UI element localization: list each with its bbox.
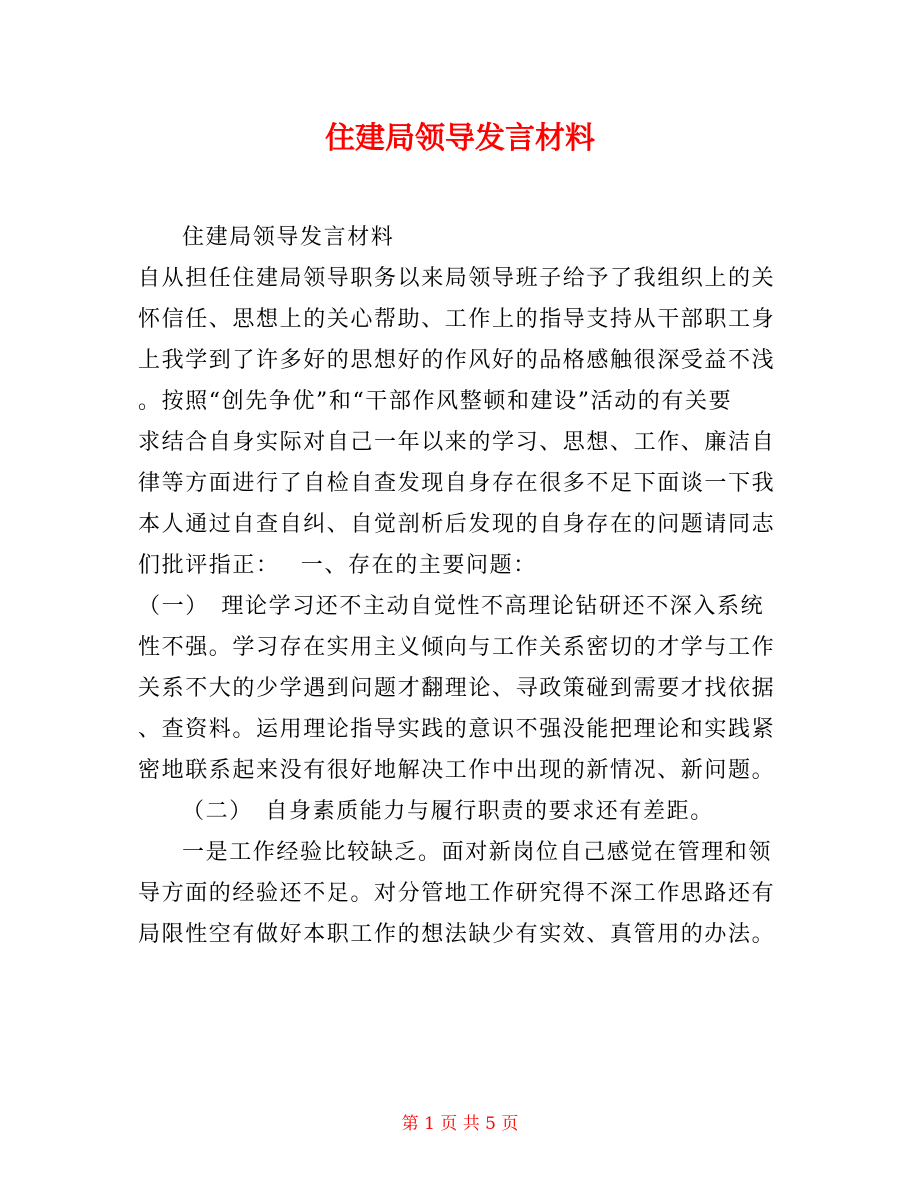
document-title: 住建局领导发言材料	[325, 121, 595, 156]
body-line: 。按照“创先争优”和“干部作风整顿和建设”活动的有关要	[138, 389, 733, 414]
body-line: （一） 理论学习还不主动自觉性不高理论钻研还不深入系统	[138, 594, 765, 619]
body-line: 本人通过自查自纠、自觉剖析后发现的自身存在的问题请同志	[138, 512, 776, 537]
body-line: 局限性空有做好本职工作的想法缺少有实效、真管用的办法。	[138, 922, 776, 947]
body-line: 怀信任、思想上的关心帮助、工作上的指导支持从干部职工身	[138, 307, 776, 332]
body-line: 导方面的经验还不足。对分管地工作研究得不深工作思路还有	[138, 881, 776, 906]
body-line: 关系不大的少学遇到问题才翻理论、寻政策碰到需要才找依据	[138, 676, 776, 701]
body-line: 求结合自身实际对自己一年以来的学习、思想、工作、廉洁自	[138, 430, 776, 455]
body-line: 自从担任住建局领导职务以来局领导班子给予了我组织上的关	[138, 266, 776, 291]
page-footer: 第 1 页 共 5 页	[401, 1114, 519, 1134]
body-line: 性不强。学习存在实用主义倾向与工作关系密切的才学与工作	[138, 635, 776, 660]
body-line: （二） 自身素质能力与履行职责的要求还有差距。	[182, 799, 714, 824]
body-line: 密地联系起来没有很好地解决工作中出现的新情况、新问题。	[138, 758, 776, 783]
body-line: 们批评指正： 一、存在的主要问题：	[138, 553, 537, 578]
body-line: 住建局领导发言材料	[182, 225, 395, 250]
body-line: 上我学到了许多好的思想好的作风好的品格感触很深受益不浅	[138, 348, 776, 373]
body-line: 一是工作经验比较缺乏。面对新岗位自己感觉在管理和领	[182, 840, 773, 865]
body-line: 、查资料。运用理论指导实践的意识不强没能把理论和实践紧	[138, 717, 776, 742]
document-body	[138, 217, 788, 955]
body-line: 律等方面进行了自检自查发现自身存在很多不足下面谈一下我	[138, 471, 776, 496]
